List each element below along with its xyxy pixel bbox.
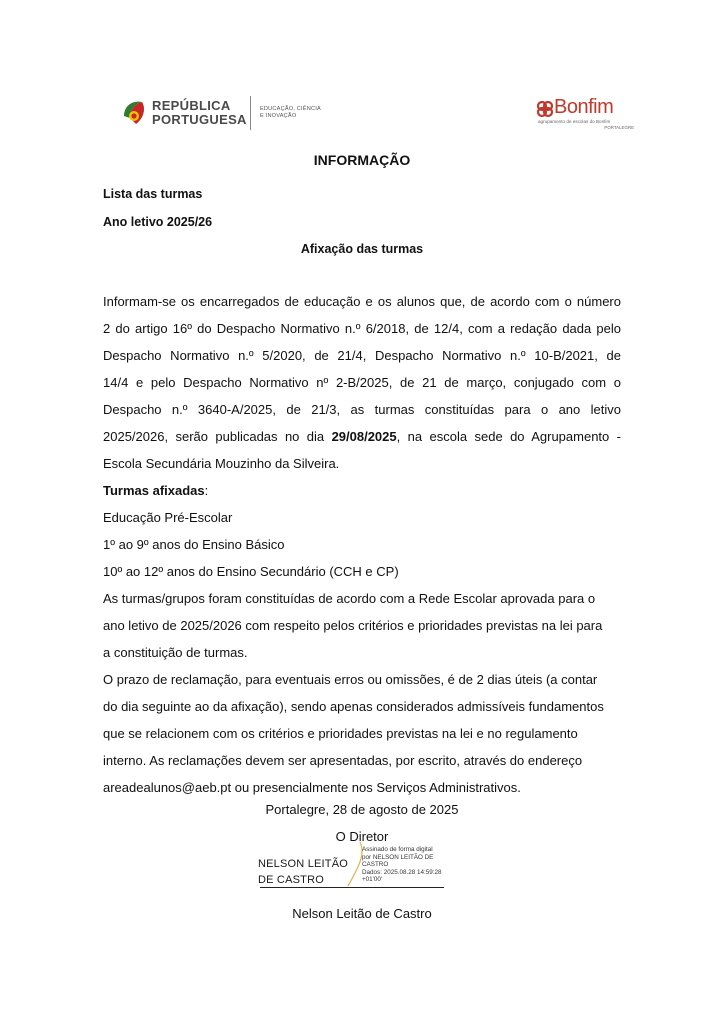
signature-name-line1: NELSON LEITÃO [258, 858, 349, 870]
gov-logo-line2: PORTUGUESA [152, 112, 247, 127]
turmas-list-item: Educação Pré-Escolar [103, 510, 233, 525]
signer-role: O Diretor [335, 829, 389, 844]
paragraph3-line: que se relacionem com os critérios e prioridades previstas na lei e no regulamento [103, 726, 578, 741]
turmas-afixadas-heading [103, 477, 208, 504]
paragraph3-line: do dia seguinte ao da afixação), sendo apenas considerados admissíveis fundamentos [103, 699, 604, 714]
turmas-afixadas-label: Turmas afixadas [103, 483, 205, 498]
signature-meta-line: Assinado de forma digital [362, 846, 433, 853]
paragraph3-line: interno. As reclamações devem ser apresentadas, por escrito, através do endereço [103, 753, 583, 768]
paragraph1-line: 14/4 e pelo Despacho Normativo nº 2-B/2025, de 21 de março, conjugado com o [103, 375, 621, 390]
signature-meta-line: por NELSON LEITÃO DE [362, 853, 434, 861]
bonfim-wordmark: Bonfim [554, 96, 614, 118]
signature-meta-line: +01'00' [362, 876, 383, 884]
place-and-date: Portalegre, 28 de agosto de 2025 [265, 802, 459, 817]
signature-meta-line: CASTRO [362, 861, 389, 869]
paragraph1-line: 2 do artigo 16º do Despacho Normativo n.º 6/2018, de 12/4, com a redação dada pelo [103, 321, 621, 336]
turmas-list-item: 1º ao 9º anos do Ensino Básico [103, 537, 285, 552]
paragraph2-line: a constituição de turmas. [103, 645, 248, 660]
paragraph3-line: O prazo de reclamação, para eventuais erros ou omissões, é de 2 dias úteis (a contar [103, 672, 598, 687]
section-heading: Afixação das turmas [300, 242, 424, 256]
paragraph1-line6-before: 2025/2026, serão publicadas no dia [103, 429, 332, 444]
signature-underline [260, 887, 444, 888]
turmas-afixadas-colon: : [204, 483, 209, 498]
digital-signature-details [362, 846, 441, 884]
paragraph1-line: Informam-se os encarregados de educação e os alunos que, de acordo com o número [103, 294, 621, 309]
document-title: INFORMAÇÃO [313, 152, 411, 168]
ministry-line2: E INOVAÇÃO [260, 113, 297, 119]
paragraph1-line: Despacho n.º 3640-A/2025, de 21/3, as turmas constituídas para o ano letivo [103, 402, 621, 417]
bonfim-emblem-icon [536, 100, 554, 118]
paragraph1-line6-after: , na escola sede do Agrupamento - [396, 429, 621, 444]
publication-date: 29/08/2025 [331, 429, 397, 444]
paragraph2-line: As turmas/grupos foram constituídas de acordo com a Rede Escolar aprovada para o [103, 591, 596, 606]
signature-name-line2: DE CASTRO [258, 874, 324, 886]
subject-line-1: Lista das turmas [103, 187, 203, 201]
government-emblem-icon [120, 96, 150, 132]
gov-logo-separator [250, 96, 251, 130]
republica-portuguesa-logo [120, 96, 340, 136]
paragraph2-line: ano letivo de 2025/2026 com respeito pelos critérios e prioridades previstas na lei para [103, 618, 603, 633]
signature-meta-line: Dados: 2025.08.28 14:59:28 [362, 868, 442, 876]
bonfim-school-logo [536, 96, 636, 136]
ministry-line1: EDUCAÇÃO, CIÊNCIA [260, 106, 321, 112]
subject-line-2: Ano letivo 2025/26 [103, 215, 213, 229]
bonfim-city: PORTALEGRE [604, 125, 634, 130]
paragraph3-line: areadealunos@aeb.pt ou presencialmente nos Serviços Administrativos. [103, 780, 521, 795]
paragraph1-line-with-date [103, 423, 621, 450]
bonfim-subtitle: agrupamento de escolas do Bonfim [538, 119, 611, 124]
gov-logo-line1: REPÚBLICA [152, 98, 231, 113]
turmas-list-item: 10º ao 12º anos do Ensino Secundário (CCH e CP) [103, 564, 399, 579]
paragraph1-last-line: Escola Secundária Mouzinho da Silveira. [103, 456, 340, 471]
signer-name: Nelson Leitão de Castro [292, 906, 432, 921]
paragraph1-line: Despacho Normativo n.º 5/2020, de 21/4, Despacho Normativo n.º 10-B/2021, de [103, 348, 621, 363]
digital-signature-name [258, 856, 348, 888]
